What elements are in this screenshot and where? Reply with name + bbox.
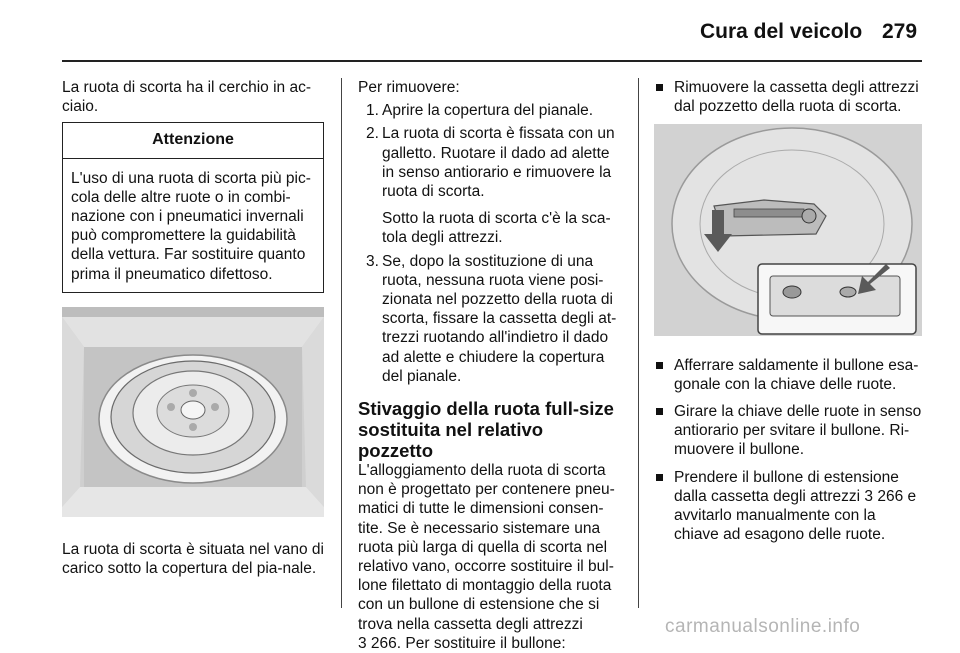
page-number: 279 bbox=[882, 20, 918, 43]
step-number: 2. bbox=[366, 125, 379, 143]
step-number: 3. bbox=[366, 252, 379, 270]
step-text: Se, dopo la sostituzione di una ruota, nessuna ruota viene posi-zionata nel pozzetto della ruota di scorta, fissare la cassetta degli at-trezzi ruotando all'indietro il dado ad alette e chiudere la copertura del pianale. bbox=[382, 252, 617, 385]
illustration-caption: La ruota di scorta è situata nel vano di carico sotto la copertura del pia-nale. bbox=[62, 541, 324, 578]
removal-steps bbox=[358, 101, 622, 386]
section-body bbox=[358, 461, 622, 653]
step-item bbox=[358, 252, 622, 386]
page-reference-symbol: 3 bbox=[358, 634, 367, 652]
bullet-text: Prendere il bullone di estensione dalla cassetta degli attrezzi bbox=[674, 468, 899, 505]
column-1 bbox=[62, 78, 324, 578]
section-heading: Stivaggio della ruota full-size sostituita nel relativo pozzetto bbox=[358, 398, 614, 462]
bullet-item bbox=[654, 356, 922, 394]
bullet-text: Girare la chiave delle ruote in senso antiorario per svitare il bullone. Ri-muovere il bullone. bbox=[674, 403, 922, 459]
page-reference-text: 266. Per sostituire il bullone: bbox=[366, 634, 566, 652]
step-note: Sotto la ruota di scorta c'è la sca-tola degli attrezzi. bbox=[382, 210, 611, 247]
bullet-item bbox=[654, 78, 922, 116]
header-rule bbox=[62, 60, 922, 62]
bullet-text: Afferrare saldamente il bullone esa-gonale con la chiave delle ruote. bbox=[674, 356, 919, 393]
page-reference-symbol: 3 bbox=[864, 487, 874, 505]
column-2 bbox=[358, 78, 622, 653]
step-text: Aprire la copertura del pianale. bbox=[382, 102, 594, 120]
bullet-square-icon bbox=[656, 408, 663, 415]
warning-title: Attenzione bbox=[63, 123, 323, 158]
spare-wheel-illustration bbox=[62, 307, 324, 522]
step-item bbox=[358, 101, 622, 120]
toolbox-illustration bbox=[654, 124, 922, 341]
bullet-square-icon bbox=[656, 362, 663, 369]
column-divider-2 bbox=[638, 78, 639, 608]
toolbox-image bbox=[654, 124, 922, 336]
intro-paragraph: La ruota di scorta ha il cerchio in ac-ciaio. bbox=[62, 79, 311, 116]
bullet-list-bottom bbox=[654, 356, 922, 545]
column-divider-1 bbox=[341, 78, 342, 608]
warning-box bbox=[62, 122, 324, 292]
section-body-text: L'alloggiamento della ruota di scorta non è progettato per contenere pneu-matici di tutte le dimensioni consen-tite. Se è necessario sistemare una ruota più larga di quella di scorta nel relativo vano, occorre sostituire il bul-lone filettato di montaggio della ruota con un bullone di estensione che si trova nella cassetta degli attrezzi bbox=[358, 462, 615, 633]
watermark: carmanualsonline.info bbox=[665, 616, 861, 637]
page-header-title: Cura del veicolo bbox=[700, 20, 863, 43]
bullet-item bbox=[654, 468, 922, 545]
warning-body: L'uso di una ruota di scorta più pic-cola delle altre ruote o in combi-nazione con i pneumatici invernali può compromettere la guidabilità della vettura. Far sostituire quanto prima il pneumatico difettoso. bbox=[71, 169, 311, 283]
step-item bbox=[358, 124, 622, 247]
column-3 bbox=[654, 78, 922, 552]
bullet-item bbox=[654, 402, 922, 460]
steps-lead: Per rimuovere: bbox=[358, 79, 460, 96]
bullet-text-tail: 266 e avvitarlo manualmente con la chiave ad esagono delle ruote. bbox=[674, 487, 917, 544]
step-number: 1. bbox=[366, 102, 379, 120]
step-text: La ruota di scorta è fissata con un galletto. Ruotare il dado ad alette in senso antiorario e rimuovere la ruota di scorta. bbox=[382, 125, 615, 201]
bullet-list-top bbox=[654, 78, 922, 116]
spare-wheel-image bbox=[62, 307, 324, 517]
bullet-square-icon bbox=[656, 474, 663, 481]
bullet-text: Rimuovere la cassetta degli attrezzi dal pozzetto della ruota di scorta. bbox=[674, 79, 919, 116]
bullet-square-icon bbox=[656, 84, 663, 91]
